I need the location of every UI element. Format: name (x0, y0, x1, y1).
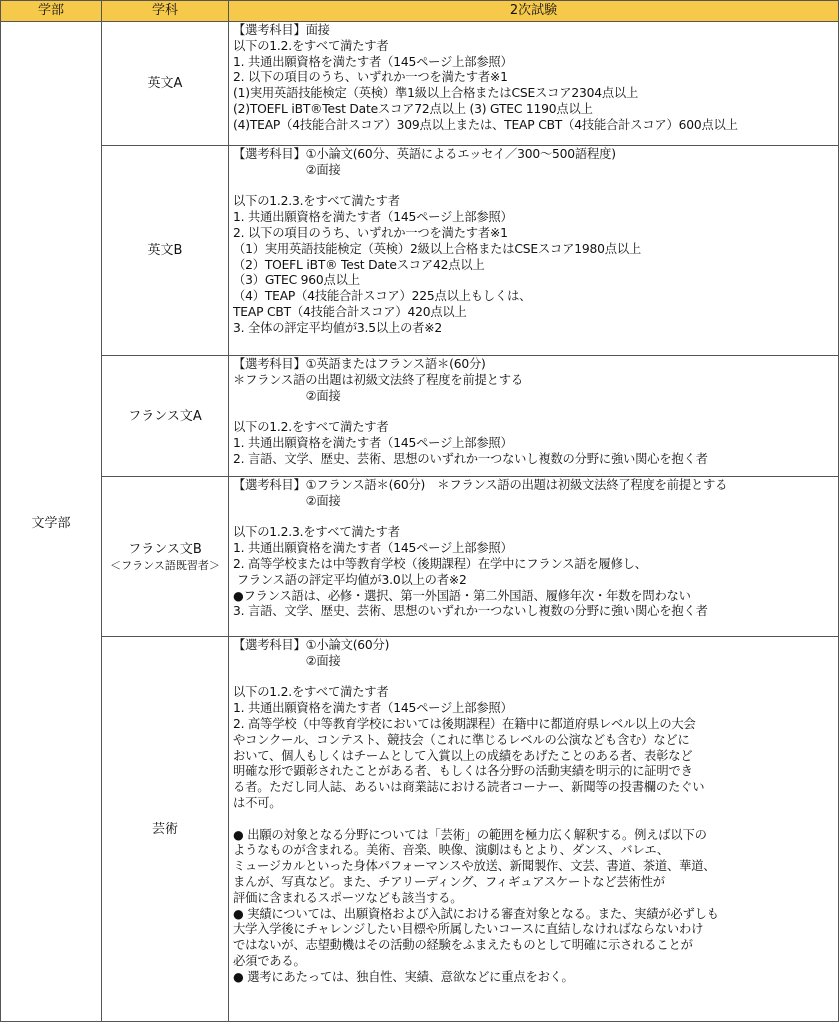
content-line: フランス語の評定平均値が3.0以上の者※2 (233, 572, 467, 587)
exam-content (229, 477, 839, 637)
content-line: (4)TEAP（4技能合計スコア）309点以上または、TEAP CBT（4技能合計スコア）600点以上 (233, 117, 738, 132)
content-line: おいて、個人もしくはチームとして入賞以上の成績をあげたことのある者、表彰など (233, 748, 693, 763)
content-line: （1）実用英語技能検定（英検）2級以上合格またはCSEスコア1980点以上 (233, 241, 642, 256)
content-line: 3. 言語、文学、歴史、芸術、思想のいずれか一つないし複数の分野に強い関心を抱く者 (233, 604, 708, 619)
content-line (233, 179, 836, 195)
content-line: 2. 高等学校（中等教育学校においては後期課程）在籍中に都道府県レベル以上の大会 (233, 716, 696, 731)
content-line: 明確な形で顕彰されたことがある者、もしくは各分野の活動実績を明示的に証明でき (233, 764, 693, 779)
content-line: ではないが、志望動機はその活動の経験をふまえたものとして明確に示されることが (233, 938, 693, 953)
content-line: 以下の1.2.3.をすべて満たす者 (233, 525, 400, 540)
content-line: 1. 共通出願資格を満たす者（145ページ上部参照） (233, 541, 513, 556)
content-line: 【選考科目】①英語またはフランス語＊(60分) (233, 357, 486, 371)
content-line: 以下の1.2.3.をすべて満たす者 (233, 194, 400, 209)
dept-name: 英文B (147, 243, 183, 258)
content-line: 2. 以下の項目のうち、いずれか一つを満たす者※1 (233, 70, 508, 85)
content-line: （4）TEAP（4技能合計スコア）225点以上もしくは、 (233, 289, 532, 304)
content-line: 1. 共通出願資格を満たす者（145ページ上部参照） (233, 701, 513, 716)
dept-name: 芸術 (151, 821, 178, 837)
content-line: 3. 全体の評定平均値が3.5以上の者※2 (233, 320, 442, 335)
content-line: まんが、写真など。また、チアリーディング、フィギュアスケートなど芸術性が (233, 874, 665, 889)
content-line: (1)実用英語技能検定（英検）準1級以上合格またはCSEスコア2304点以上 (233, 86, 639, 101)
content-line: ②面接 (233, 493, 341, 508)
exam-content (229, 146, 839, 356)
content-line: ● 実績については、出願資格および入試における審査対象となる。また、実績が必ずしも (233, 906, 719, 921)
content-line (233, 510, 836, 526)
exam-content (229, 637, 839, 1022)
dept-cell (102, 477, 229, 637)
content-line: 1. 共通出願資格を満たす者（145ページ上部参照） (233, 210, 513, 225)
dept-subtitle: ＜フランス語既習者＞ (110, 559, 220, 572)
content-line: 大学入学後にチャレンジしたい目標や所属したいコースに直結しなければならないわけ (233, 922, 704, 937)
content-line: (2)TOEFL iBT®Test Dateスコア72点以上 (3) GTEC 1190点以上 (233, 101, 593, 116)
content-line: やコンクール、コンテスト、競技会（これに準じるレベルの公演なども含む）などに (233, 732, 690, 747)
content-line: は不可。 (233, 795, 282, 810)
content-line: 以下の1.2.をすべて満たす者 (233, 420, 389, 435)
content-line: る者。ただし同人誌、あるいは商業誌における読者コーナー、新聞等の投書欄のたぐい (233, 780, 705, 795)
dept-name: フランス文B (128, 542, 202, 557)
content-line: 必須である。 (233, 953, 306, 968)
dept-name: フランス文A (128, 408, 202, 424)
content-line: （3）GTEC 960点以上 (233, 273, 360, 288)
content-line: 以下の1.2.をすべて満たす者 (233, 685, 389, 700)
header-row (1, 1, 839, 22)
content-line (233, 812, 836, 828)
dept-cell (102, 22, 229, 146)
content-line: 1. 共通出願資格を満たす者（145ページ上部参照） (233, 435, 513, 450)
content-line: ようなものが含まれる。美術、音楽、映像、演劇はもとより、ダンス、バレエ、 (233, 843, 669, 858)
dept-cell (102, 637, 229, 1022)
content-line: 【選考科目】面接 (233, 23, 330, 37)
content-line: ②面接 (233, 162, 341, 177)
header-exam: 2次試験 (229, 1, 839, 22)
content-line: ＊フランス語の出題は初級文法終了程度を前提とする (233, 372, 523, 387)
content-line: ②面接 (233, 653, 341, 668)
content-line: 【選考科目】①フランス語＊(60分) ＊フランス語の出題は初級文法終了程度を前提とする (233, 478, 728, 492)
header-faculty: 学部 (1, 1, 102, 22)
content-line: （2）TOEFL iBT® Test Dateスコア42点以上 (233, 257, 485, 272)
content-line (233, 670, 836, 686)
content-line: 2. 言語、文学、歴史、芸術、思想のいずれか一つないし複数の分野に強い関心を抱く者 (233, 451, 708, 466)
content-line: 【選考科目】①小論文(60分) (233, 638, 390, 652)
table-row (1, 637, 839, 1022)
content-line: ● 選考にあたっては、独自性、実績、意欲などに重点をおく。 (233, 969, 574, 984)
dept-name: 英文A (147, 76, 183, 91)
content-line: ● 出願の対象となる分野については「芸術」の範囲を極力広く解釈する。例えば以下の (233, 827, 707, 842)
dept-cell (102, 146, 229, 356)
content-line: 以下の1.2.をすべて満たす者 (233, 38, 389, 53)
content-line: 1. 共通出願資格を満たす者（145ページ上部参照） (233, 54, 513, 69)
header-dept: 学科 (102, 1, 229, 22)
faculty-cell: 文学部 (1, 22, 102, 1022)
content-line: ●フランス語は、必修・選択、第一外国語・第二外国語、履修年次・年数を問わない (233, 588, 691, 603)
table-row (1, 477, 839, 637)
content-line: ②面接 (233, 388, 341, 403)
table-row (1, 22, 839, 146)
exam-content (229, 22, 839, 146)
content-line: TEAP CBT（4技能合計スコア）420点以上 (233, 304, 467, 319)
table-row (1, 356, 839, 477)
content-line: 2. 高等学校または中等教育学校（後期課程）在学中にフランス語を履修し、 (233, 556, 647, 571)
table-row (1, 146, 839, 356)
content-line: 評価に含まれるスポーツなども該当する。 (233, 890, 463, 905)
content-line (233, 404, 836, 420)
exam-content (229, 356, 839, 477)
content-line: ミュージカルといった身体パフォーマンスや放送、新聞製作、文芸、書道、茶道、華道、 (233, 859, 716, 874)
content-line: 2. 以下の項目のうち、いずれか一つを満たす者※1 (233, 225, 508, 240)
content-line: 【選考科目】①小論文(60分、英語によるエッセイ／300〜500語程度) (233, 147, 616, 161)
dept-cell (102, 356, 229, 477)
